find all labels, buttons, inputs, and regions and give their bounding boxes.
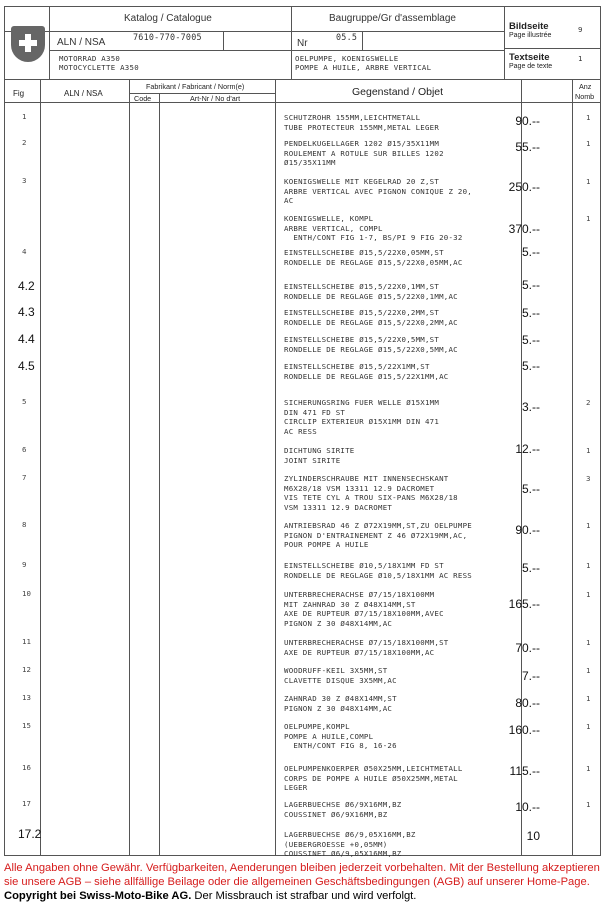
description-line: LEGER bbox=[284, 783, 308, 793]
column-divider bbox=[40, 79, 41, 856]
row-description bbox=[284, 113, 439, 132]
header-divider bbox=[504, 48, 601, 49]
header-divider bbox=[291, 50, 504, 51]
row-description bbox=[284, 830, 416, 859]
model-name-fr: MOTOCYCLETTE A350 bbox=[59, 63, 139, 72]
header-divider bbox=[362, 31, 363, 50]
row-description bbox=[284, 590, 444, 628]
description-line: PIGNON Z 30 Ø48X14MM,AC bbox=[284, 703, 393, 713]
header-divider bbox=[4, 79, 601, 80]
column-divider bbox=[572, 79, 573, 856]
bildseite-label: Bildseite bbox=[509, 21, 549, 32]
column-divider bbox=[159, 93, 160, 856]
textseite-sublabel: Page de texte bbox=[509, 63, 553, 70]
row-description bbox=[284, 214, 463, 243]
description-line: AC bbox=[284, 196, 294, 206]
row-price: 370.-- bbox=[508, 222, 540, 236]
row-description bbox=[284, 474, 458, 512]
row-quantity: 1 bbox=[586, 139, 591, 148]
row-price: 5.-- bbox=[522, 561, 540, 575]
description-line: CLAVETTE DISQUE 3X5MM,AC bbox=[284, 675, 397, 685]
row-description bbox=[284, 248, 463, 267]
row-description bbox=[284, 521, 472, 550]
description-line: EINSTELLSCHEIBE Ø15,5/22X0,1MM,ST bbox=[284, 282, 440, 291]
description-line: RONDELLE DE REGLAGE Ø10,5/18X1MM AC RESS bbox=[284, 570, 472, 580]
row-fig-number: 13 bbox=[22, 693, 31, 702]
row-price: 90.-- bbox=[515, 114, 540, 128]
row-quantity: 1 bbox=[586, 177, 591, 186]
row-fig-number: 15 bbox=[22, 721, 31, 730]
row-price: 3.-- bbox=[522, 400, 540, 414]
row-fig-number: 17 bbox=[22, 799, 31, 808]
description-line: RONDELLE DE REGLAGE Ø15,5/22X1MM,AC bbox=[284, 371, 449, 381]
description-line: JOINT SIRITE bbox=[284, 455, 341, 465]
description-line: CORPS DE POMPE A HUILE Ø50X25MM,METAL bbox=[284, 773, 458, 783]
row-fig-number: 4.5 bbox=[18, 359, 35, 373]
column-divider bbox=[521, 79, 522, 856]
description-line: TUBE PROTECTEUR 155MM,METAL LEGER bbox=[284, 122, 440, 132]
row-price: 70.-- bbox=[515, 641, 540, 655]
description-line: EINSTELLSCHEIBE Ø15,5/22X0,2MM,ST bbox=[284, 308, 440, 317]
row-fig-number: 17.2 bbox=[18, 827, 42, 841]
group-label: Baugruppe/Gr d'assemblage bbox=[329, 13, 456, 24]
row-quantity: 1 bbox=[586, 446, 591, 455]
disclaimer-text: Alle Angaben ohne Gewähr. Verfügbarkeiten, Aenderungen bleiben jederzeit vorbehalten. Mit der Bestellung akzeptieren sie unsere AGB – siehe allfällige Beilage oder die allgemeinen Geschäftsbedingungen (AGB) auf unserer Home-Page. bbox=[4, 862, 600, 888]
row-quantity: 1 bbox=[586, 722, 591, 731]
header-divider bbox=[49, 50, 291, 51]
row-description bbox=[284, 335, 458, 354]
row-price: 250.-- bbox=[508, 180, 540, 194]
description-line: MIT ZAHNRAD 30 Z Ø48X14MM,ST bbox=[284, 599, 416, 609]
description-line: KOENIGSWELLE MIT KEGELRAD 20 Z,ST bbox=[284, 177, 440, 186]
description-line: POUR POMPE A HUILE bbox=[284, 540, 369, 550]
row-fig-number: 12 bbox=[22, 665, 31, 674]
row-description bbox=[284, 666, 397, 685]
description-line: VIS TETE CYL A TROU SIX-PANS M6X28/18 bbox=[284, 493, 458, 503]
catalog-label: Katalog / Catalogue bbox=[124, 13, 212, 24]
row-fig-number: 9 bbox=[22, 560, 27, 569]
description-line: OELPUMPENKOERPER Ø50X25MM,LEICHTMETALL bbox=[284, 764, 463, 773]
col-anz: Anz bbox=[579, 82, 592, 91]
row-quantity: 1 bbox=[586, 764, 591, 773]
row-fig-number: 11 bbox=[22, 637, 31, 646]
col-nomb: Nomb bbox=[575, 92, 595, 101]
row-quantity: 1 bbox=[586, 113, 591, 122]
group-name-de: OELPUMPE, KOENIGSWELLE bbox=[295, 54, 399, 63]
description-line: SCHUTZROHR 155MM,LEICHTMETALL bbox=[284, 113, 421, 122]
aln-label: ALN / NSA bbox=[57, 37, 106, 48]
row-description bbox=[284, 764, 463, 793]
header-divider bbox=[49, 6, 50, 79]
description-line: COUSSINET Ø6/9X16MM,BZ bbox=[284, 809, 388, 819]
misuse-notice: Der Missbrauch ist strafbar und wird verfolgt. bbox=[194, 889, 417, 902]
row-price: 165.-- bbox=[508, 597, 540, 611]
description-line: ROULEMENT A ROTULE SUR BILLES 1202 bbox=[284, 148, 444, 158]
description-line: UNTERBRECHERACHSE Ø7/15/18X100MM,ST bbox=[284, 638, 449, 647]
description-line: ARBRE VERTICAL, COMPL bbox=[284, 223, 383, 233]
description-line: EINSTELLSCHEIBE Ø15,5/22X1MM,ST bbox=[284, 362, 430, 371]
description-line: PIGNON Z 30 Ø48X14MM,AC bbox=[284, 618, 393, 628]
row-description bbox=[284, 177, 472, 206]
description-line: UNTERBRECHERACHSE Ø7/15/18X100MM bbox=[284, 590, 435, 599]
row-description bbox=[284, 446, 355, 465]
description-line: ANTRIEBSRAD 46 Z Ø72X19MM,ST,ZU OELPUMPE bbox=[284, 521, 472, 530]
description-line: WOODRUFF-KEIL 3X5MM,ST bbox=[284, 666, 388, 675]
column-divider bbox=[275, 79, 276, 856]
col-fig: Fig bbox=[13, 89, 25, 98]
description-line: RONDELLE DE REGLAGE Ø15,5/22X0,1MM,AC bbox=[284, 291, 458, 301]
description-line: AXE DE RUPTEUR Ø7/15/18X100MM,AC bbox=[284, 647, 435, 657]
row-description bbox=[284, 638, 448, 657]
group-name-fr: POMPE A HUILE, ARBRE VERTICAL bbox=[295, 63, 432, 72]
row-fig-number: 10 bbox=[22, 589, 31, 598]
row-fig-number: 16 bbox=[22, 763, 31, 772]
header-divider bbox=[4, 102, 601, 103]
description-line: (UEBERGROESSE +0,05MM) bbox=[284, 839, 388, 849]
description-line: ENTH/CONT FIG 1-7, BS/PI 9 FIG 20-32 bbox=[284, 233, 463, 243]
col-aln: ALN / NSA bbox=[64, 89, 103, 98]
description-line: M6X28/18 VSM 13311 12.9 DACROMET bbox=[284, 483, 435, 493]
description-line: CIRCLIP EXTERIEUR Ø15X1MM DIN 471 bbox=[284, 417, 440, 427]
description-line: ZYLINDERSCHRAUBE MIT INNENSECHSKANT bbox=[284, 474, 449, 483]
row-description bbox=[284, 282, 458, 301]
description-line: COUSSINET Ø6/9,05X16MM,BZ bbox=[284, 849, 402, 859]
col-artnr: Art-Nr / No d'art bbox=[190, 94, 241, 103]
column-divider bbox=[129, 79, 130, 856]
row-price: 10.-- bbox=[515, 800, 540, 814]
description-line: EINSTELLSCHEIBE Ø15,5/22X0,05MM,ST bbox=[284, 248, 444, 257]
description-line: RONDELLE DE REGLAGE Ø15,5/22X0,2MM,AC bbox=[284, 317, 458, 327]
nr-label: Nr bbox=[297, 38, 308, 49]
row-quantity: 1 bbox=[586, 214, 591, 223]
header-divider bbox=[223, 31, 224, 50]
description-line: Ø15/35X11MM bbox=[284, 158, 336, 168]
description-line: KOENIGSWELLE, KOMPL bbox=[284, 214, 374, 223]
row-price: 12.-- bbox=[515, 442, 540, 456]
row-quantity: 1 bbox=[586, 666, 591, 675]
description-line: SICHERUNGSRING FUER WELLE Ø15X1MM bbox=[284, 398, 440, 407]
description-line: PENDELKUGELLAGER 1202 Ø15/35X11MM bbox=[284, 139, 440, 148]
swiss-cross-logo bbox=[11, 26, 45, 62]
header-divider bbox=[291, 6, 292, 79]
row-fig-number: 6 bbox=[22, 445, 27, 454]
description-line: RONDELLE DE REGLAGE Ø15,5/22X0,05MM,AC bbox=[284, 257, 463, 267]
description-line: DICHTUNG SIRITE bbox=[284, 446, 355, 455]
description-line: VSM 13311 12.9 DACROMET bbox=[284, 502, 393, 512]
row-description bbox=[284, 561, 472, 580]
row-description bbox=[284, 694, 397, 713]
row-description bbox=[284, 722, 397, 751]
description-line: AXE DE RUPTEUR Ø7/15/18X100MM,AVEC bbox=[284, 609, 444, 619]
row-fig-number: 7 bbox=[22, 473, 27, 482]
col-fabrikant: Fabrikant / Fabricant / Norm(e) bbox=[146, 82, 245, 91]
row-fig-number: 4.3 bbox=[18, 305, 35, 319]
row-price: 10 bbox=[526, 829, 540, 843]
row-quantity: 3 bbox=[586, 474, 591, 483]
row-quantity: 1 bbox=[586, 638, 591, 647]
row-fig-number: 4.4 bbox=[18, 332, 35, 346]
row-price: 160.-- bbox=[508, 723, 540, 737]
description-line: ZAHNRAD 30 Z Ø48X14MM,ST bbox=[284, 694, 397, 703]
row-description bbox=[284, 362, 448, 381]
col-code: Code bbox=[134, 94, 152, 103]
row-price: 80.-- bbox=[515, 696, 540, 710]
cross-bar bbox=[25, 34, 31, 52]
row-price: 5.-- bbox=[522, 359, 540, 373]
header-divider bbox=[291, 31, 504, 32]
row-description bbox=[284, 800, 402, 819]
description-line: RONDELLE DE REGLAGE Ø15,5/22X0,5MM,AC bbox=[284, 344, 458, 354]
description-line: LAGERBUECHSE Ø6/9X16MM,BZ bbox=[284, 800, 402, 809]
row-price: 5.-- bbox=[522, 333, 540, 347]
row-description bbox=[284, 139, 444, 168]
row-fig-number: 3 bbox=[22, 176, 27, 185]
row-quantity: 1 bbox=[586, 694, 591, 703]
row-fig-number: 8 bbox=[22, 520, 27, 529]
row-quantity: 1 bbox=[586, 561, 591, 570]
copyright-text: Copyright bei Swiss-Moto-Bike AG. bbox=[4, 889, 192, 902]
row-price: 55.-- bbox=[515, 140, 540, 154]
textseite-value: 1 bbox=[578, 54, 583, 63]
bildseite-value: 9 bbox=[578, 25, 583, 34]
nr-value: 05.5 bbox=[336, 32, 358, 42]
row-quantity: 1 bbox=[586, 590, 591, 599]
row-quantity: 1 bbox=[586, 800, 591, 809]
row-price: 5.-- bbox=[522, 278, 540, 292]
col-gegenstand: Gegenstand / Objet bbox=[352, 86, 444, 98]
description-line: EINSTELLSCHEIBE Ø10,5/18X1MM FD ST bbox=[284, 561, 444, 570]
header-divider bbox=[504, 6, 505, 79]
description-line: POMPE A HUILE,COMPL bbox=[284, 731, 374, 741]
description-line: AC RESS bbox=[284, 426, 317, 436]
bildseite-sublabel: Page illustrée bbox=[509, 32, 552, 39]
textseite-label: Textseite bbox=[509, 52, 550, 63]
row-fig-number: 4.2 bbox=[18, 279, 35, 293]
row-fig-number: 5 bbox=[22, 397, 27, 406]
row-price: 5.-- bbox=[522, 482, 540, 496]
row-fig-number: 1 bbox=[22, 112, 27, 121]
model-name-de: MOTORRAD A350 bbox=[59, 54, 121, 63]
row-description bbox=[284, 398, 439, 436]
description-line: PIGNON D'ENTRAINEMENT Z 46 Ø72X19MM,AC, bbox=[284, 530, 468, 540]
row-quantity: 1 bbox=[586, 521, 591, 530]
row-price: 5.-- bbox=[522, 306, 540, 320]
row-price: 90.-- bbox=[515, 523, 540, 537]
description-line: EINSTELLSCHEIBE Ø15,5/22X0,5MM,ST bbox=[284, 335, 440, 344]
row-price: 7.-- bbox=[522, 669, 540, 683]
row-price: 5.-- bbox=[522, 245, 540, 259]
description-line: ENTH/CONT FIG 8, 16-26 bbox=[284, 741, 397, 751]
row-quantity: 2 bbox=[586, 398, 591, 407]
description-line: ARBRE VERTICAL AVEC PIGNON CONIQUE Z 20, bbox=[284, 186, 472, 196]
aln-value: 7610-770-7005 bbox=[133, 32, 202, 42]
description-line: DIN 471 FD ST bbox=[284, 407, 346, 417]
description-line: OELPUMPE,KOMPL bbox=[284, 722, 350, 731]
row-fig-number: 2 bbox=[22, 138, 27, 147]
disclaimer bbox=[4, 862, 601, 903]
row-price: 115.-- bbox=[509, 764, 540, 778]
description-line: LAGERBUECHSE Ø6/9,05X16MM,BZ bbox=[284, 830, 416, 839]
row-description bbox=[284, 308, 458, 327]
row-fig-number: 4 bbox=[22, 247, 27, 256]
